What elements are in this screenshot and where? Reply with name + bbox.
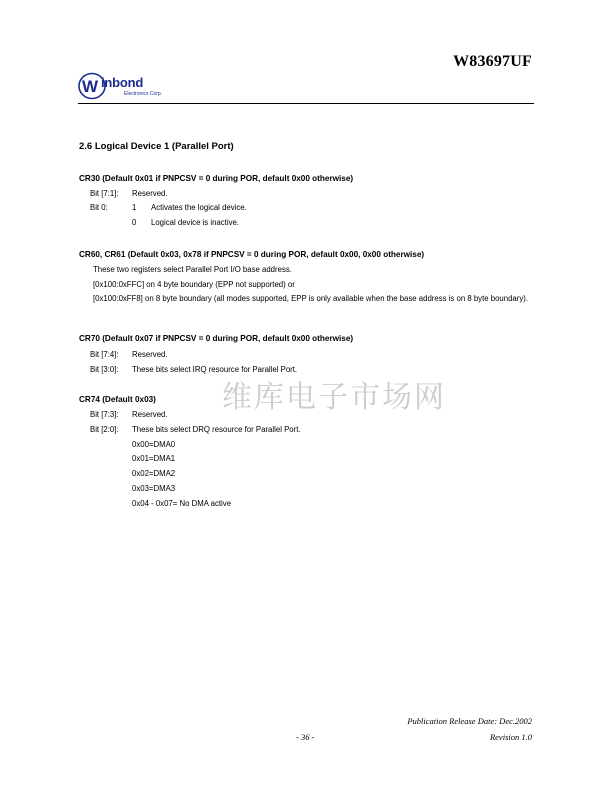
cr70-heading: CR70 (Default 0x07 if PNPCSV = 0 during POR, default 0x00 otherwise)	[79, 334, 354, 343]
cr30-heading: CR30 (Default 0x01 if PNPCSV = 0 during POR, default 0x00 otherwise)	[79, 174, 354, 183]
cr74-bit-label: Bit [2:0]:	[90, 425, 119, 434]
cr30-bit-label: Bit [7:1]:	[90, 189, 119, 198]
footer-page-number: - 36 -	[296, 732, 315, 742]
cr60-desc-line: [0x100:0xFFC] on 4 byte boundary (EPP not supported) or	[93, 280, 295, 289]
cr74-bit-label: Bit [7:3]:	[90, 410, 119, 419]
cr70-bit-label: Bit [3:0]:	[90, 365, 119, 374]
cr30-option-desc: Activates the logical device.	[151, 203, 247, 212]
cr30-option-value: 0	[132, 218, 137, 227]
cr74-bit-desc: These bits select DRQ resource for Parallel Port.	[132, 425, 301, 434]
svg-text:W: W	[82, 77, 99, 96]
logo-subtitle: Electronics Corp.	[124, 91, 163, 97]
cr74-dma-value: 0x01=DMA1	[132, 454, 176, 463]
cr60-desc-line: [0x100:0xFF8] on 8 byte boundary (all modes supported, EPP is only available when the base address is on 8 byte boundary).	[93, 294, 529, 303]
cr74-dma-value: 0x02=DMA2	[132, 469, 176, 478]
cr74-dma-value: 0x04 - 0x07= No DMA active	[132, 499, 232, 508]
document-id: W83697UF	[453, 53, 532, 70]
footer-revision: Revision 1.0	[489, 732, 532, 742]
cr70-bit-label: Bit [7:4]:	[90, 350, 119, 359]
cr30-option-value: 1	[132, 203, 137, 212]
logo-wordmark: inbond	[101, 75, 144, 90]
cr30-bit-desc: Reserved.	[132, 189, 168, 198]
header-rule	[78, 103, 534, 104]
cr70-bit-desc: These bits select IRQ resource for Parallel Port.	[132, 365, 298, 374]
cr74-dma-value: 0x00=DMA0	[132, 440, 176, 449]
section-title: 2.6 Logical Device 1 (Parallel Port)	[79, 141, 234, 152]
cr74-dma-value: 0x03=DMA3	[132, 484, 176, 493]
cr74-heading: CR74 (Default 0x03)	[79, 395, 156, 404]
cr70-bit-desc: Reserved.	[132, 350, 168, 359]
cr30-bit-label: Bit 0:	[90, 203, 108, 212]
cr60-heading: CR60, CR61 (Default 0x03, 0x78 if PNPCSV = 0 during POR, default 0x00, 0x00 otherwise)	[79, 250, 425, 259]
cr60-desc-line: These two registers select Parallel Port I/O base address.	[93, 265, 292, 274]
footer-release-date: Publication Release Date: Dec.2002	[407, 716, 532, 726]
watermark: 维库电子市场网	[222, 380, 446, 415]
cr74-bit-desc: Reserved.	[132, 410, 168, 419]
cr30-option-desc: Logical device is inactive.	[151, 218, 239, 227]
